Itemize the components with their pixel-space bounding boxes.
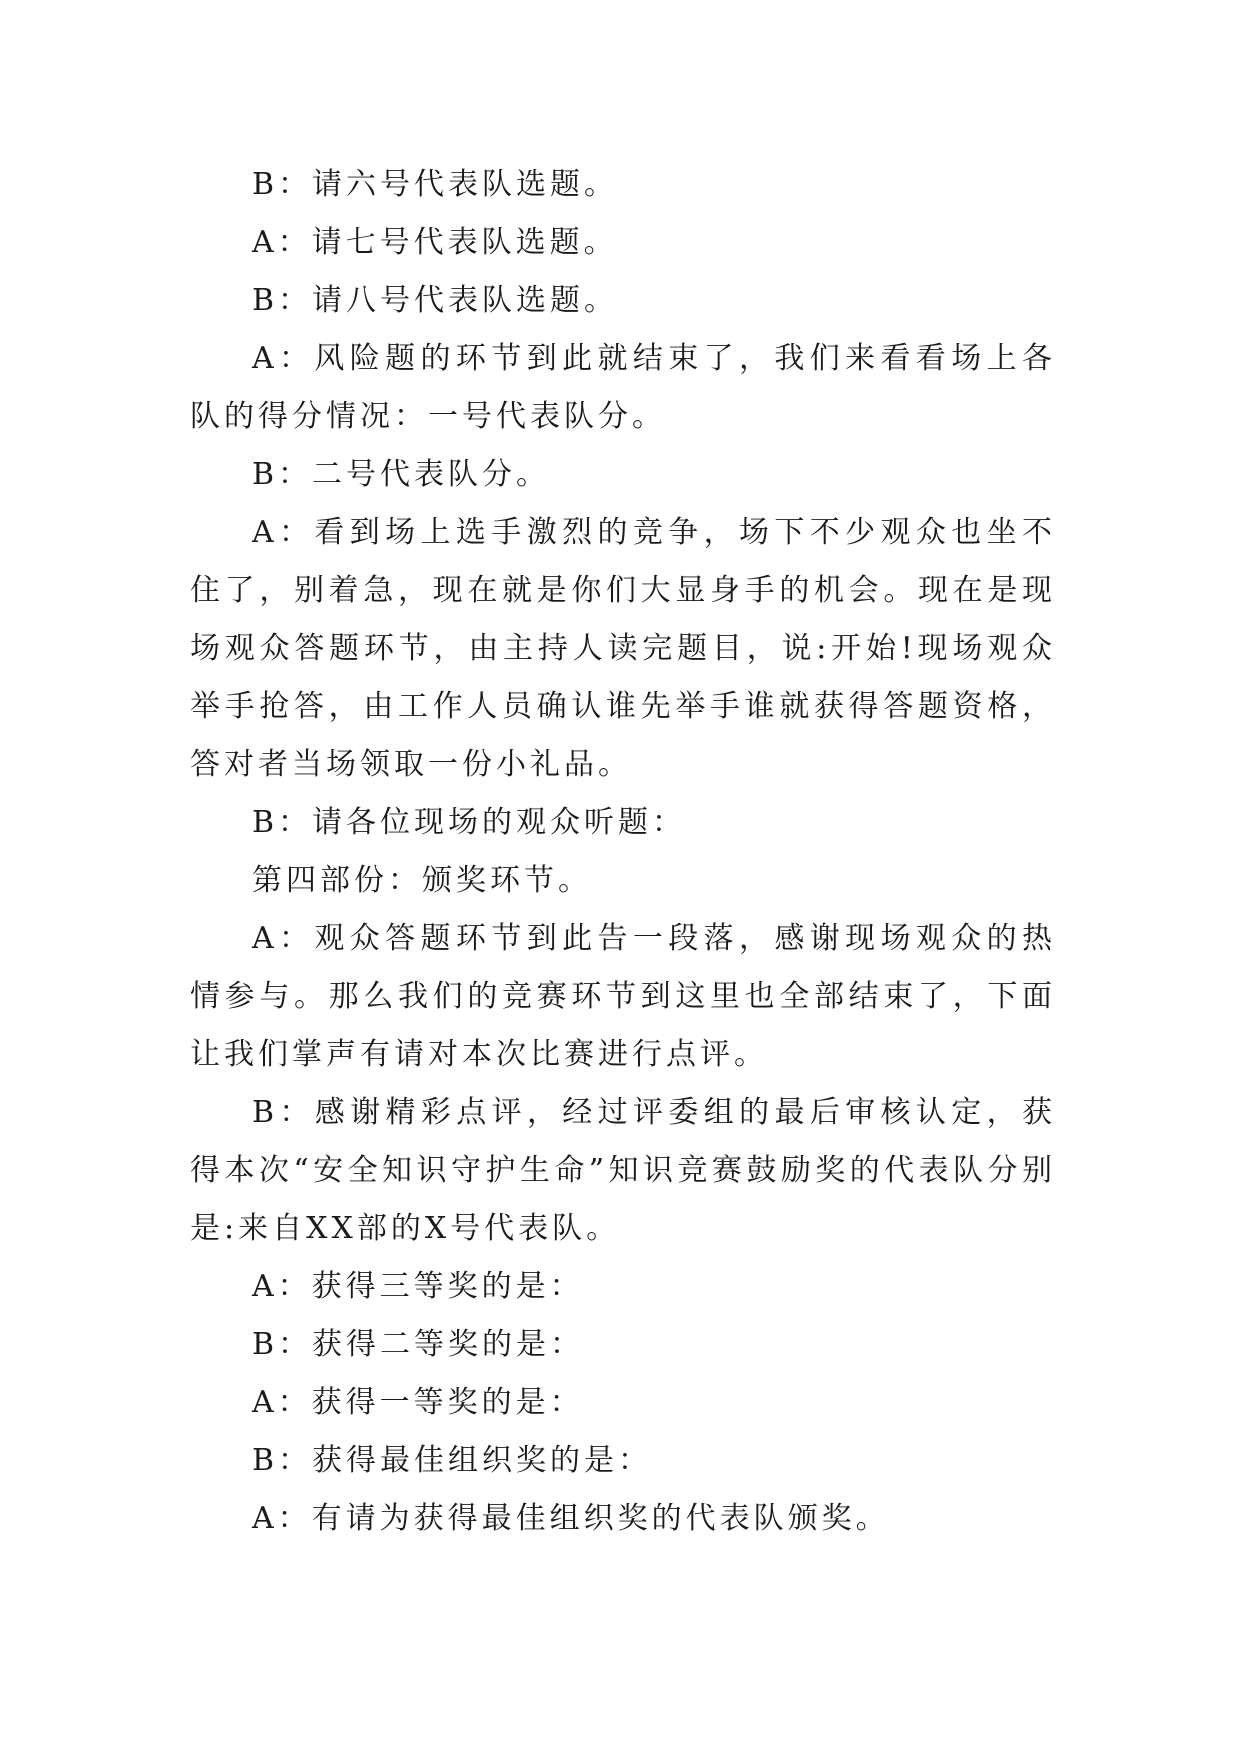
paragraph: A：看到场上选手激烈的竞争，场下不少观众也坐不住了，别着急，现在就是你们大显身手的机会。现在是现场观众答题环节，由主持人读完题目，说:开始!现场观众举手抢答，由工作人员确认谁先举手谁就获得答题资格，答对者当场领取一份小礼品。 <box>190 515 1056 782</box>
paragraph: B：获得最佳组织奖的是： <box>252 1443 653 1478</box>
paragraph: A：观众答题环节到此告一段落，感谢现场观众的热情参与。那么我们的竞赛环节到这里也全部结束了，下面让我们掌声有请对本次比赛进行点评。 <box>190 921 1056 1072</box>
paragraph: A：风险题的环节到此就结束了，我们来看看场上各队的得分情况：一号代表队分。 <box>190 341 1056 434</box>
paragraph: A：获得一等奖的是： <box>252 1385 584 1420</box>
paragraph: A：获得三等奖的是： <box>252 1269 584 1304</box>
paragraph: B：感谢精彩点评，经过评委组的最后审核认定，获得本次“安全知识守护生命”知识竞赛鼓励奖的代表队分别是:来自XX部的X号代表队。 <box>190 1095 1056 1246</box>
paragraph: B：请六号代表队选题。 <box>252 167 619 202</box>
document-body <box>190 156 1056 1548</box>
section-heading: 第四部份：颁奖环节。 <box>252 863 592 898</box>
paragraph: B：请八号代表队选题。 <box>252 283 619 318</box>
paragraph: A：有请为获得最佳组织奖的代表队颁奖。 <box>252 1501 890 1536</box>
paragraph: B：二号代表队分。 <box>252 457 551 492</box>
paragraph: B：请各位现场的观众听题： <box>252 805 687 840</box>
paragraph: A：请七号代表队选题。 <box>252 225 618 260</box>
paragraph: B：获得二等奖的是： <box>252 1327 585 1362</box>
